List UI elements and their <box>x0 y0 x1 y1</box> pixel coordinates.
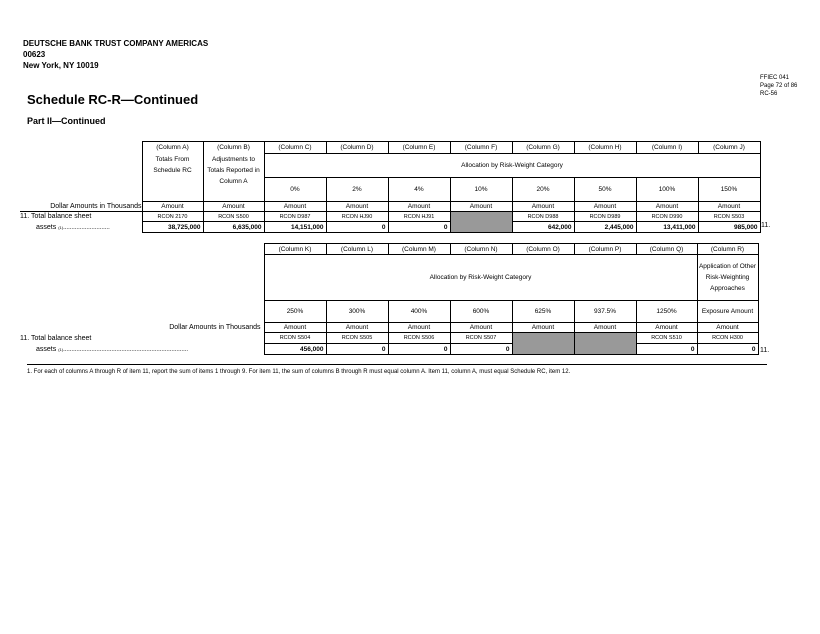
weight-400: 400% <box>388 301 450 323</box>
col-p-header: (Column P) <box>574 244 636 255</box>
value-cell: 2,445,000 <box>574 222 636 233</box>
col-m-header: (Column M) <box>388 244 450 255</box>
item-num: 11. <box>761 222 771 229</box>
item-11-label: 11. Total balance sheet <box>20 213 92 221</box>
col-l-header: (Column L) <box>326 244 388 255</box>
value-cell: 456,000 <box>264 344 326 355</box>
amount-label: Amount <box>636 202 698 212</box>
footnote-divider <box>27 364 767 365</box>
value-cell: 985,000 <box>698 222 760 233</box>
footnote: 1. For each of columns A through R of item 11, report the sum of items 1 through 9. For item 11, the sum of columns B through R must equal column A. Item 11, column A, must equal Schedule RC, item 12. <box>27 369 571 375</box>
col-o-header: (Column O) <box>512 244 574 255</box>
shaded-cell <box>450 212 512 233</box>
code-cell: RCON D989 <box>574 212 636 222</box>
code-cell: RCON HJ91 <box>388 212 450 222</box>
value-cell: 0 <box>326 344 388 355</box>
code-cell: RCON S504 <box>264 333 326 344</box>
amount-label: Amount <box>698 202 760 212</box>
item-num: 11. <box>760 347 770 354</box>
col-n-header: (Column N) <box>450 244 512 255</box>
dollar-label: Dollar Amounts in Thousands <box>169 324 261 331</box>
page-title: Schedule RC-R—Continued <box>27 92 199 107</box>
code-cell: RCON D990 <box>636 212 698 222</box>
item-11-label: 11. Total balance sheet <box>20 334 92 342</box>
amount-label: Amount <box>326 323 388 333</box>
weight-250: 250% <box>264 301 326 323</box>
code-cell: RCON D987 <box>264 212 326 222</box>
weight-1250: 1250% <box>636 301 697 323</box>
code-cell: RCON D988 <box>512 212 574 222</box>
col-a-desc: Totals From Schedule RC <box>142 154 203 202</box>
col-i-header: (Column I) <box>636 142 698 154</box>
shaded-cell <box>574 333 636 355</box>
amount-label: Amount <box>450 202 512 212</box>
col-k-header: (Column K) <box>264 244 326 255</box>
value-cell: 642,000 <box>512 222 574 233</box>
value-cell: 0 <box>326 222 388 233</box>
col-d-header: (Column D) <box>326 142 388 154</box>
col-b-desc: Adjustments to Totals Reported in Column A <box>203 154 264 202</box>
bank-name: DEUTSCHE BANK TRUST COMPANY AMERICAS <box>23 39 209 48</box>
page-number: Page 72 of 86 <box>760 83 798 89</box>
code-cell: RCON HJ90 <box>326 212 388 222</box>
amount-label: Amount <box>326 202 388 212</box>
amount-label: Amount <box>203 202 264 212</box>
shaded-cell <box>512 333 574 355</box>
amount-label: Amount <box>574 202 636 212</box>
value-cell: 0 <box>388 222 450 233</box>
code-cell: RCON H300 <box>697 333 758 344</box>
part-title: Part II—Continued <box>27 116 106 126</box>
col-g-header: (Column G) <box>512 142 574 154</box>
amount-label: Amount <box>142 202 203 212</box>
weight-100: 100% <box>636 178 698 202</box>
weight-20: 20% <box>512 178 574 202</box>
table-part2: (Column K) (Column L) (Column M) (Column N) (Column O) (Column P) (Column Q) (Column R) Allocation by Risk-Weight Category Application of Other Risk-Weighting Approaches 250% 300% 400% 600% 625% 937.5% 1250% Exposure Amount Dollar Amounts in Thousands Amount Amount Amount Amount Amount Amount Amount Amount 11. Total balance sheet RCON S504 RCON S505 RCON S506 RCON S507 RCON S510 RCON H300 assets (1)........................................................................... 456,000 0 0 0 0 0 <box>20 245 757 353</box>
weight-625: 625% <box>512 301 574 323</box>
value-cell: 0 <box>388 344 450 355</box>
amount-label: Amount <box>388 323 450 333</box>
value-cell: 14,151,000 <box>264 222 326 233</box>
col-r-desc: Application of Other Risk-Weighting Approaches <box>697 255 758 301</box>
col-e-header: (Column E) <box>388 142 450 154</box>
code-cell: RCON S503 <box>698 212 760 222</box>
amount-label: Amount <box>512 202 574 212</box>
amount-label: Amount <box>388 202 450 212</box>
value-cell: 6,635,000 <box>203 222 264 233</box>
value-cell: 0 <box>697 344 758 355</box>
value-cell: 0 <box>636 344 697 355</box>
col-c-header: (Column C) <box>264 142 326 154</box>
col-q-header: (Column Q) <box>636 244 697 255</box>
weight-2: 2% <box>326 178 388 202</box>
amount-label: Amount <box>264 323 326 333</box>
bank-rssd: 00623 <box>23 50 46 59</box>
amount-label: Amount <box>574 323 636 333</box>
amount-label: Amount <box>450 323 512 333</box>
code-cell: RCON S500 <box>203 212 264 222</box>
page-code: RC-56 <box>760 91 778 97</box>
footnote-ref: (1) <box>58 224 64 230</box>
code-cell: RCON 2170 <box>142 212 203 222</box>
table-part1: (Column A) (Column B) (Column C) (Column D) (Column E) (Column F) (Column G) (Column H) (Column I) (Column J) Totals From Schedule RC Adjustments to Totals Reported in Column A Allocation by Risk-Weight Category 0% 2% 4% 10% 20% 50% 100% 150% Dollar Amounts in Thousands Amount Amount Amount Amount Amount Amount Amount Amount Amount Amount 11. Total balance sheet RCON 2170 RCON S500 RCON D987 RCON HJ90 RCON HJ91 RCON D988 RCON D989 RCON D990 RCON S503 assets (1)............................ 38,725,000 6,635,000 14,151,000 0 0 642,000 2,445,000 13,411,000 985,000 <box>20 141 761 233</box>
weight-150: 150% <box>698 178 760 202</box>
amount-label: Amount <box>697 323 758 333</box>
weight-937: 937.5% <box>574 301 636 323</box>
allocation-label: Allocation by Risk-Weight Category <box>264 255 697 301</box>
weight-10: 10% <box>450 178 512 202</box>
dollar-label: Dollar Amounts in Thousands <box>20 202 142 212</box>
weight-300: 300% <box>326 301 388 323</box>
code-cell: RCON S506 <box>388 333 450 344</box>
col-b-header: (Column B) <box>203 142 264 154</box>
weight-50: 50% <box>574 178 636 202</box>
item-11-sub: assets <box>36 223 57 231</box>
item-11-sub: assets <box>36 345 57 353</box>
value-cell: 0 <box>450 344 512 355</box>
bank-info <box>23 38 208 71</box>
amount-label: Amount <box>636 323 697 333</box>
allocation-label: Allocation by Risk-Weight Category <box>264 154 760 178</box>
col-r-sub: Exposure Amount <box>697 301 758 323</box>
weight-0: 0% <box>264 178 326 202</box>
code-cell: RCON S510 <box>636 333 697 344</box>
amount-label: Amount <box>512 323 574 333</box>
col-j-header: (Column J) <box>698 142 760 154</box>
weight-4: 4% <box>388 178 450 202</box>
code-cell: RCON S505 <box>326 333 388 344</box>
value-cell: 38,725,000 <box>142 222 203 233</box>
form-info <box>760 74 797 98</box>
footnote-ref: (1) <box>58 346 64 352</box>
amount-label: Amount <box>264 202 326 212</box>
col-h-header: (Column H) <box>574 142 636 154</box>
col-a-header: (Column A) <box>142 142 203 154</box>
col-f-header: (Column F) <box>450 142 512 154</box>
code-cell: RCON S507 <box>450 333 512 344</box>
col-r-header: (Column R) <box>697 244 758 255</box>
form-id: FFIEC 041 <box>760 75 790 81</box>
weight-600: 600% <box>450 301 512 323</box>
bank-city: New York, NY 10019 <box>23 61 99 70</box>
value-cell: 13,411,000 <box>636 222 698 233</box>
